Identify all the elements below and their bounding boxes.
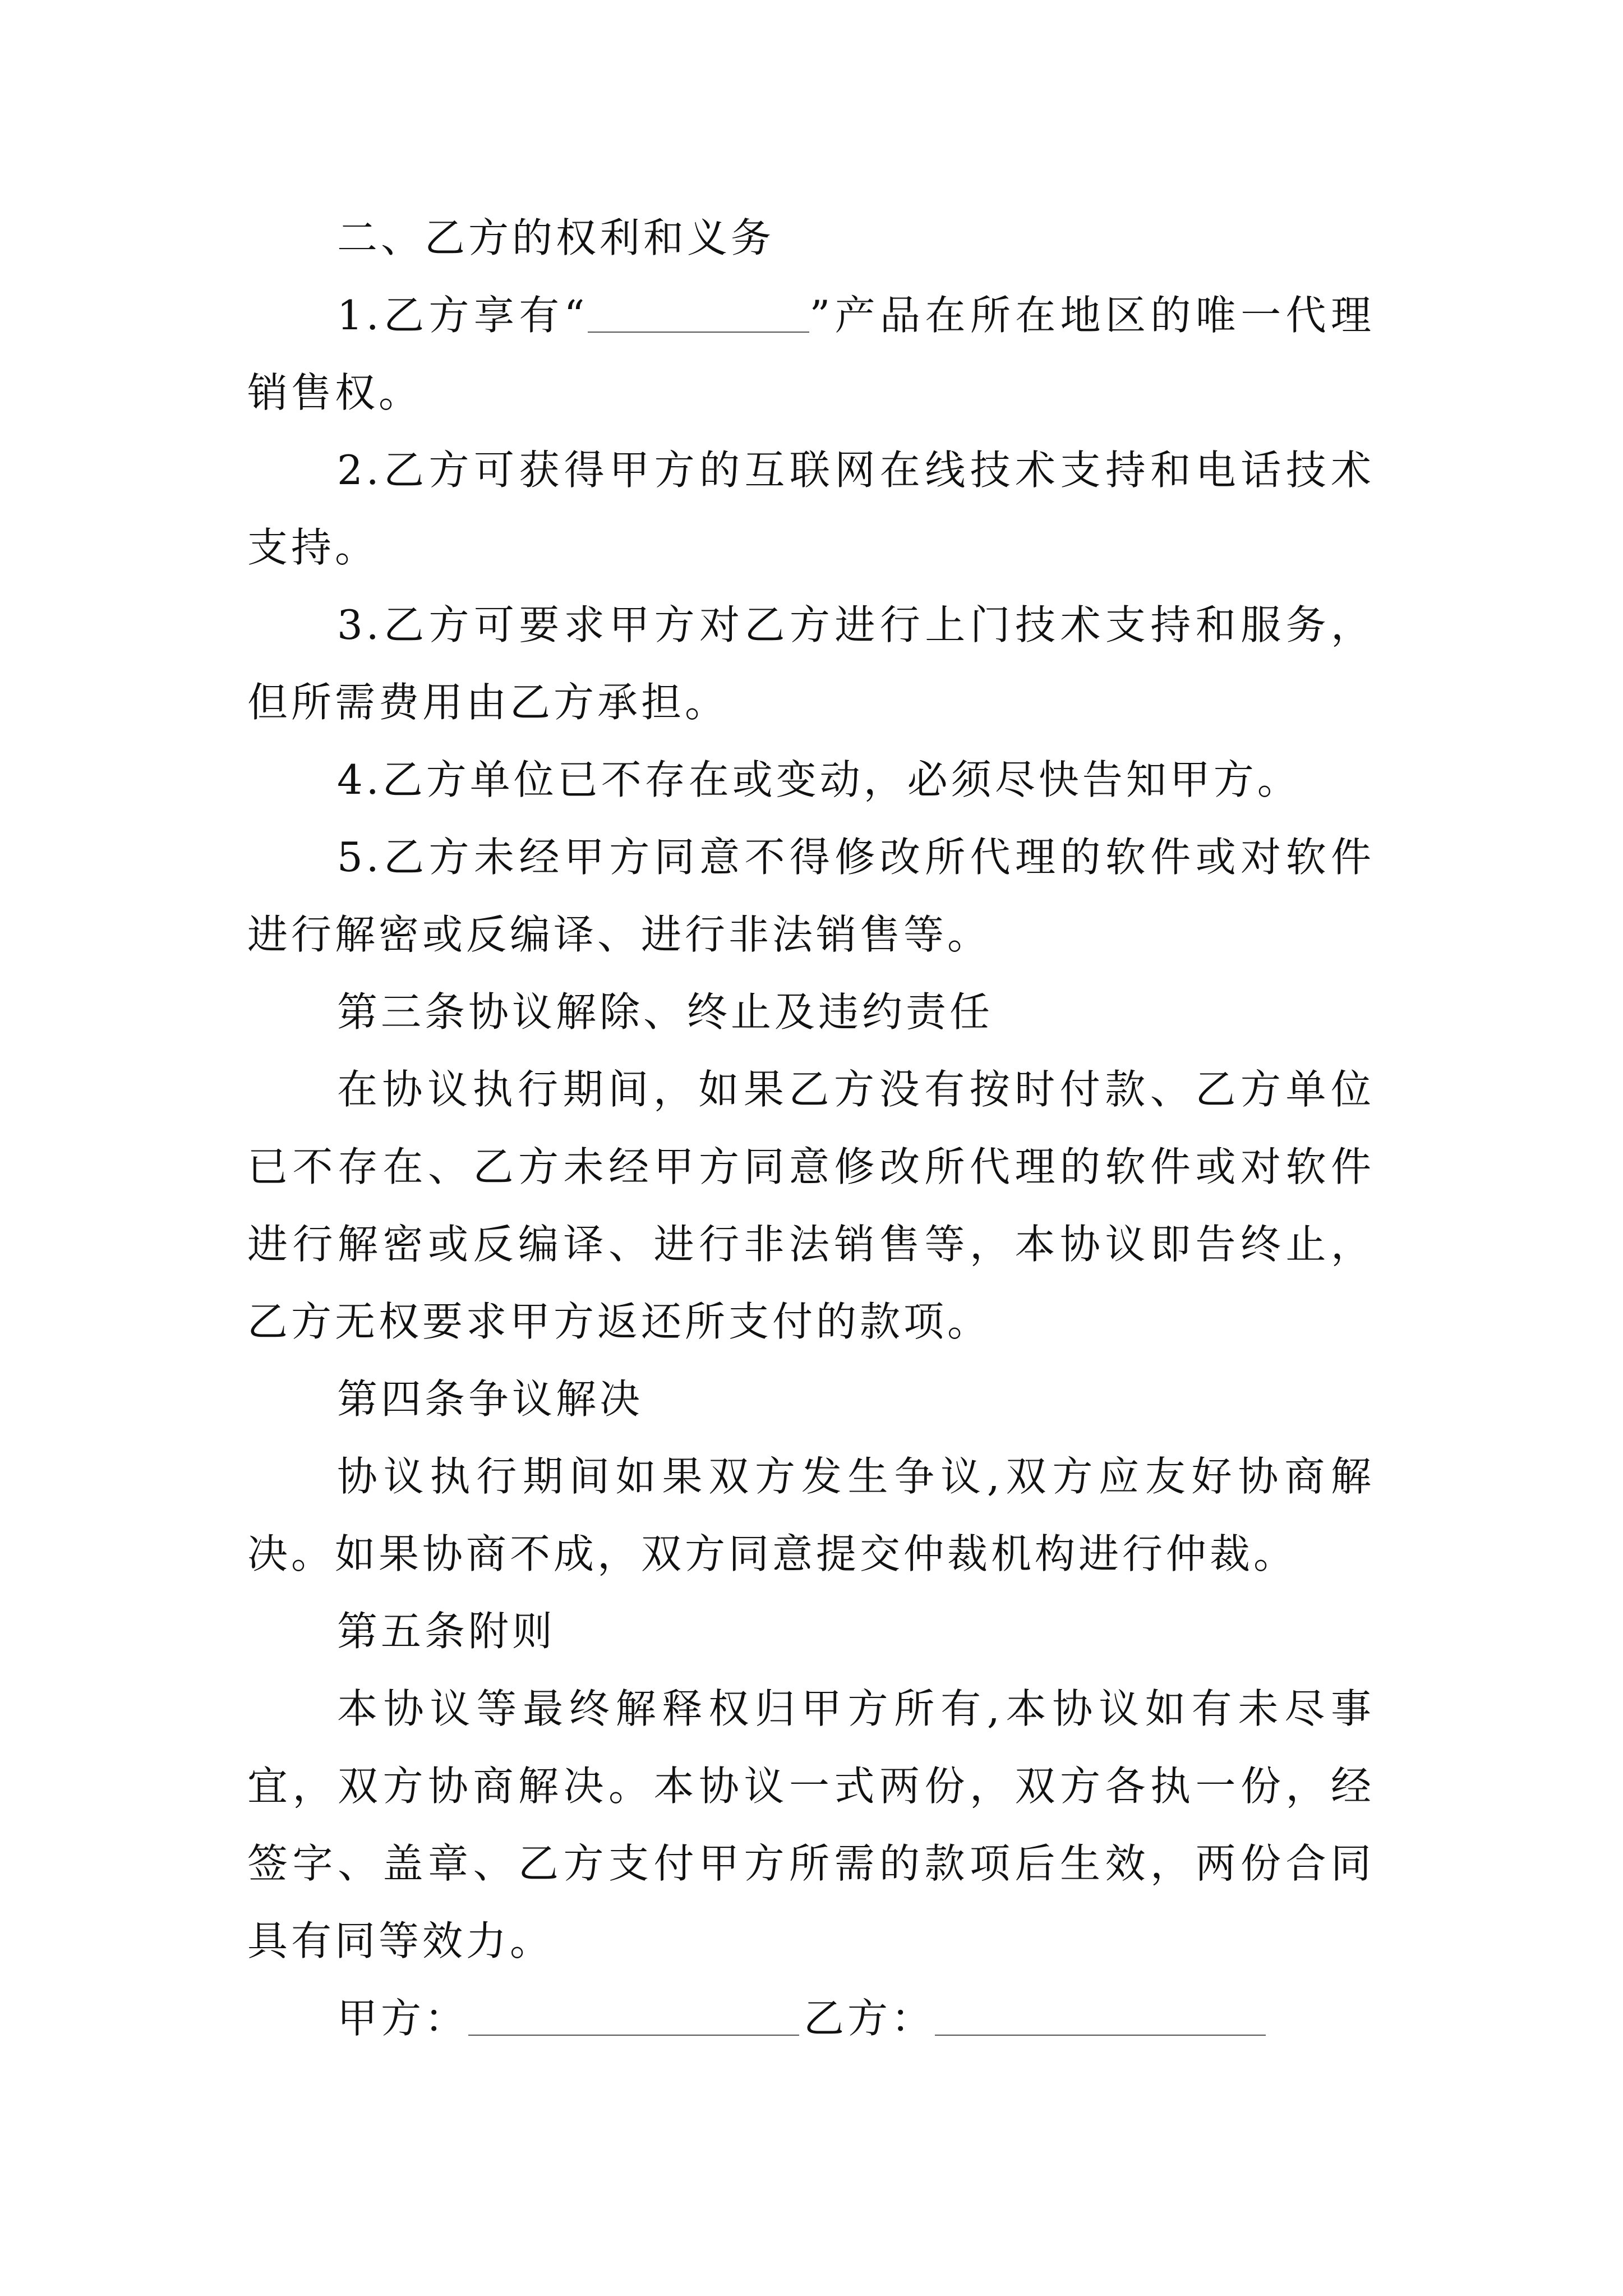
section-heading-rights: 二、乙方的权利和义务 — [337, 214, 775, 261]
article-3-title: 第三条协议解除、终止及违约责任 — [337, 988, 994, 1036]
rights-item-4: 4.乙方单位已不存在或变动，必须尽快告知甲方。 — [337, 756, 1301, 803]
party-b-signature-blank — [935, 1995, 1266, 2036]
signature-line — [247, 1980, 1375, 2057]
product-name-blank — [588, 292, 809, 333]
party-a-label: 甲方： — [337, 1995, 469, 2042]
article-4-title: 第四条争议解决 — [337, 1375, 644, 1423]
rights-item-1: 1.乙方享有“ ”产品在所在地区的唯一代理销售权。 — [247, 292, 1375, 416]
rights-item-3: 3.乙方可要求甲方对乙方进行上门技术支持和服务，但所需费用由乙方承担。 — [247, 601, 1375, 726]
party-b-label: 乙方： — [804, 1995, 935, 2042]
party-a-signature-blank — [468, 1995, 799, 2036]
article-4-body: 协议执行期间如果双方发生争议,双方应友好协商解决。如果协商不成，双方同意提交仲裁机构进行仲裁。 — [247, 1453, 1375, 1577]
document-body — [247, 199, 1375, 2057]
article-3-body: 在协议执行期间，如果乙方没有按时付款、乙方单位已不存在、乙方未经甲方同意修改所代理的软件或对软件进行解密或反编译、进行非法销售等，本协议即告终止，乙方无权要求甲方返还所支付的款项。 — [247, 1066, 1375, 1345]
article-5-title: 第五条附则 — [337, 1608, 556, 1655]
article-5-body: 本协议等最终解释权归甲方所有,本协议如有未尽事宜，双方协商解决。本协议一式两份，双方各执一份，经签字、盖章、乙方支付甲方所需的款项后生效，两份合同具有同等效力。 — [247, 1685, 1375, 1964]
rights-item-5: 5.乙方未经甲方同意不得修改所代理的软件或对软件进行解密或反编译、进行非法销售等。 — [247, 834, 1375, 958]
rights-item-2: 2.乙方可获得甲方的互联网在线技术支持和电话技术支持。 — [247, 447, 1375, 571]
